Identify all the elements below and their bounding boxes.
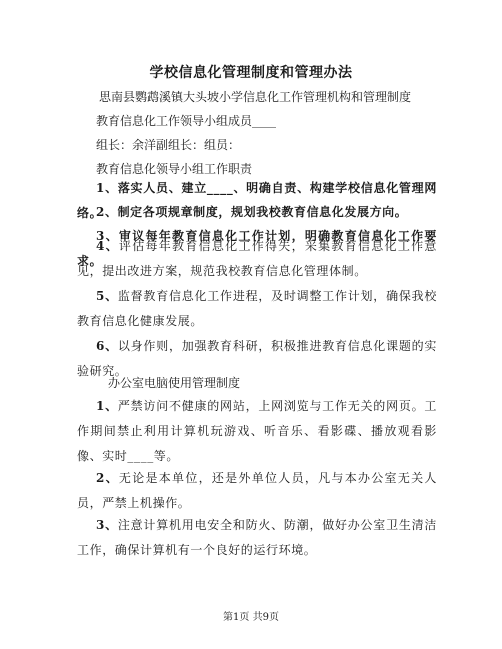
members-heading: 教育信息化工作领导小组成员____ — [96, 114, 277, 128]
duty-number: 4、 — [96, 239, 119, 253]
office-rule-2 — [77, 466, 437, 516]
office-rule-1 — [77, 394, 437, 469]
duty-item-5 — [77, 284, 437, 334]
rule-text: 严禁访问不健康的网站，上网浏览与工作无关的网页。工作期间禁止利用计算机玩游戏、听音乐、看影碟、播放观看影像、实时____等。 — [77, 399, 437, 463]
duty-text: 审议每年教育信息化工作计划，明确教育信息化工作要求。 — [77, 229, 437, 268]
office-heading: 办公室电脑使用管理制度 — [108, 376, 241, 390]
rule-number: 1、 — [96, 399, 118, 413]
duty-text: 以身作则，加强教育科研，积极推进教育信息化课题的实验研究。 — [77, 339, 437, 378]
duty-text: 落实人员、建立____、明确自责、构建学校信息化管理网络。 — [77, 181, 437, 220]
rule-text: 注意计算机用电安全和防火、防潮，做好办公室卫生清洁工作，确保计算机有一个良好的运行环境。 — [77, 518, 437, 557]
document-title: 学校信息化管理制度和管理办法 — [149, 65, 353, 81]
duty-number: 3、 — [96, 229, 119, 243]
duty-number: 5、 — [96, 289, 118, 303]
duties-heading: 教育信息化领导小组工作职责 — [96, 162, 253, 176]
office-rule-3 — [77, 513, 437, 563]
duty-text: 制定各项规章制度，规划我校教育信息化发展方向。 — [117, 205, 408, 219]
duty-number: 1、 — [96, 181, 118, 195]
rule-number: 2、 — [96, 471, 119, 485]
subtitle: 思南县鹦鹉溪镇大头坡小学信息化工作管理机构和管理制度 — [99, 90, 412, 104]
duty-number: 2、 — [96, 205, 118, 219]
duty-item-2 — [77, 200, 437, 225]
rule-number: 3、 — [96, 518, 118, 532]
duty-number: 6、 — [96, 339, 118, 353]
rule-text: 无论是本单位，还是外单位人员，凡与本办公室无关人员，严禁上机操作。 — [77, 471, 437, 510]
members-roles: 组长：余洋副组长：组员： — [96, 138, 241, 152]
page-footer: 第1页 共9页 — [223, 612, 279, 623]
duty-text: 评估每年教育信息化工作得失，采集教育信息化工作意见，提出改进方案，规范我校教育信息化管理体制。 — [77, 239, 437, 278]
duty-item-4 — [77, 234, 437, 284]
duty-text: 监督教育信息化工作进程，及时调整工作计划，确保我校教育信息化健康发展。 — [77, 289, 437, 328]
